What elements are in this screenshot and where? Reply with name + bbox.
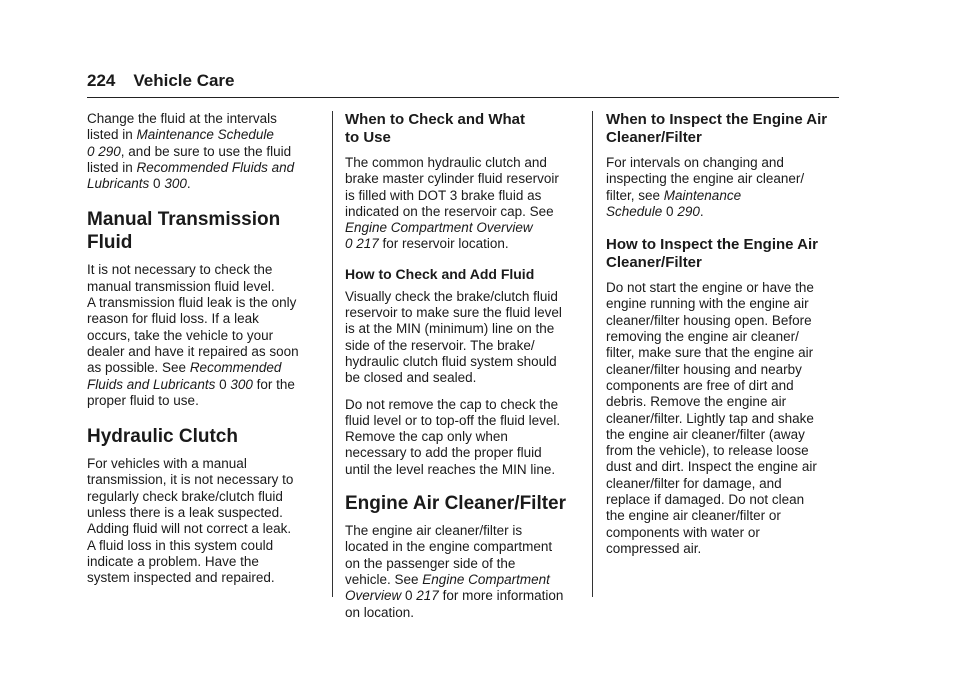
how-to-inspect-heading: How to Inspect the Engine Air Cleaner/Filter <box>606 236 818 272</box>
text-line: on the passenger side of the <box>345 555 516 571</box>
text-line: manual transmission fluid level. <box>87 278 275 294</box>
text-line: indicate a problem. Have the <box>87 553 259 569</box>
text-line: fluid level or to top-off the fluid level. <box>345 412 561 428</box>
text-line: system inspected and repaired. <box>87 570 275 586</box>
text-line: For intervals on changing and <box>606 155 784 170</box>
text-line: necessary to add the proper fluid <box>345 445 542 461</box>
text-line: be closed and sealed. <box>345 370 477 386</box>
manual-transmission-heading: Manual Transmission Fluid <box>87 209 281 254</box>
how-to-inspect-body <box>606 280 851 557</box>
text-line: transmission, it is not necessary to <box>87 472 294 488</box>
column-2 <box>345 111 590 631</box>
text-line: filter, make sure that the engine air <box>606 345 814 361</box>
text-line: brake master cylinder fluid reservoir <box>345 171 559 187</box>
hydraulic-clutch-heading: Hydraulic Clutch <box>87 426 238 448</box>
text-line: 0 290, and be sure to use the fluid <box>87 143 292 159</box>
text-line: from the vehicle), to release loose <box>606 443 809 459</box>
text-line: proper fluid to use. <box>87 392 199 408</box>
text-line: cleaner/filter housing open. Before <box>606 312 812 328</box>
text-line: removing the engine air cleaner/ <box>606 329 799 345</box>
text-line: components are free of dirt and <box>606 377 794 393</box>
text-line: Change the fluid at the intervals <box>87 111 277 126</box>
text-line: hydraulic clutch fluid system should <box>345 353 557 369</box>
text-line: engine running with the engine air <box>606 296 809 312</box>
column-divider <box>332 111 333 597</box>
how-to-check-body-2 <box>345 397 590 478</box>
when-to-inspect-body <box>606 155 851 220</box>
text-line: the engine air cleaner/filter (away <box>606 426 805 442</box>
text-line: Fluids and Lubricants 0 300 for the <box>87 376 295 392</box>
when-to-check-body <box>345 155 590 253</box>
column-3 <box>606 111 851 567</box>
text-line: Visually check the brake/clutch fluid <box>345 288 558 304</box>
text-line: Lubricants 0 300. <box>87 176 191 192</box>
when-to-check-heading: When to Check and What to Use <box>345 111 525 146</box>
column-1 <box>87 111 332 597</box>
text-line: compressed air. <box>606 540 702 556</box>
how-to-check-heading: How to Check and Add Fluid <box>345 265 535 282</box>
page-header <box>87 71 235 91</box>
text-line: until the level reaches the MIN line. <box>345 461 556 477</box>
text-line: cleaner/filter. Lightly tap and shake <box>606 410 814 426</box>
intro-paragraph <box>87 111 332 192</box>
text-line: inspecting the engine air cleaner/ <box>606 171 805 187</box>
text-line: regularly check brake/clutch fluid <box>87 488 283 504</box>
text-line: is filled with DOT 3 brake fluid as <box>345 187 542 203</box>
how-to-check-body-1 <box>345 289 590 387</box>
engine-air-cleaner-body <box>345 523 590 621</box>
text-line: cleaner/filter for damage, and <box>606 475 782 491</box>
text-line: reason for fluid loss. If a leak <box>87 311 259 327</box>
text-line: Do not start the engine or have the <box>606 280 814 296</box>
text-line: as possible. See Recommended <box>87 360 282 376</box>
text-line: filter, see Maintenance <box>606 187 742 203</box>
text-line: cleaner/filter housing and nearby <box>606 361 802 377</box>
text-line: Engine Compartment Overview <box>345 220 533 236</box>
text-line: vehicle. See Engine Compartment <box>345 571 550 587</box>
text-line: Schedule 0 290. <box>606 203 704 219</box>
text-line: A fluid loss in this system could <box>87 537 274 553</box>
header-rule <box>87 97 839 98</box>
text-line: The engine air cleaner/filter is <box>345 523 523 539</box>
text-line: replace if damaged. Do not clean <box>606 492 805 508</box>
text-line: indicated on the reservoir cap. See <box>345 203 554 219</box>
text-line: dealer and have it repaired as soon <box>87 343 299 359</box>
text-line: side of the reservoir. The brake/ <box>345 337 535 353</box>
text-line: Overview 0 217 for more information <box>345 588 564 604</box>
text-line: Adding fluid will not correct a leak. <box>87 521 292 537</box>
text-line: For vehicles with a manual <box>87 456 247 472</box>
text-line: reservoir to make sure the fluid level <box>345 305 562 321</box>
text-line: is at the MIN (minimum) line on the <box>345 321 555 337</box>
engine-air-cleaner-heading: Engine Air Cleaner/Filter <box>345 493 567 515</box>
text-line: It is not necessary to check the <box>87 262 273 278</box>
text-line: A transmission fluid leak is the only <box>87 295 297 311</box>
text-line: 0 217 for reservoir location. <box>345 236 509 252</box>
text-line: components with water or <box>606 524 760 540</box>
text-line: listed in Recommended Fluids and <box>87 159 295 175</box>
text-line: debris. Remove the engine air <box>606 394 787 410</box>
text-line: listed in Maintenance Schedule <box>87 127 274 143</box>
text-line: occurs, take the vehicle to your <box>87 327 274 343</box>
when-to-inspect-heading: When to Inspect the Engine Air Cleaner/Filter <box>606 111 828 146</box>
text-line: Do not remove the cap to check the <box>345 396 559 412</box>
text-line: located in the engine compartment <box>345 539 553 555</box>
manual-transmission-body <box>87 262 332 409</box>
section-title: Vehicle Care <box>133 71 235 90</box>
text-line: the engine air cleaner/filter or <box>606 508 781 524</box>
text-line: on location. <box>345 604 415 620</box>
text-line: The common hydraulic clutch and <box>345 155 547 170</box>
hydraulic-clutch-body <box>87 456 332 586</box>
text-line: Remove the cap only when <box>345 429 508 445</box>
text-line: unless there is a leak suspected. <box>87 505 283 521</box>
column-divider <box>592 111 593 597</box>
page-number: 224 <box>87 71 116 90</box>
text-line: dust and dirt. Inspect the engine air <box>606 459 817 475</box>
